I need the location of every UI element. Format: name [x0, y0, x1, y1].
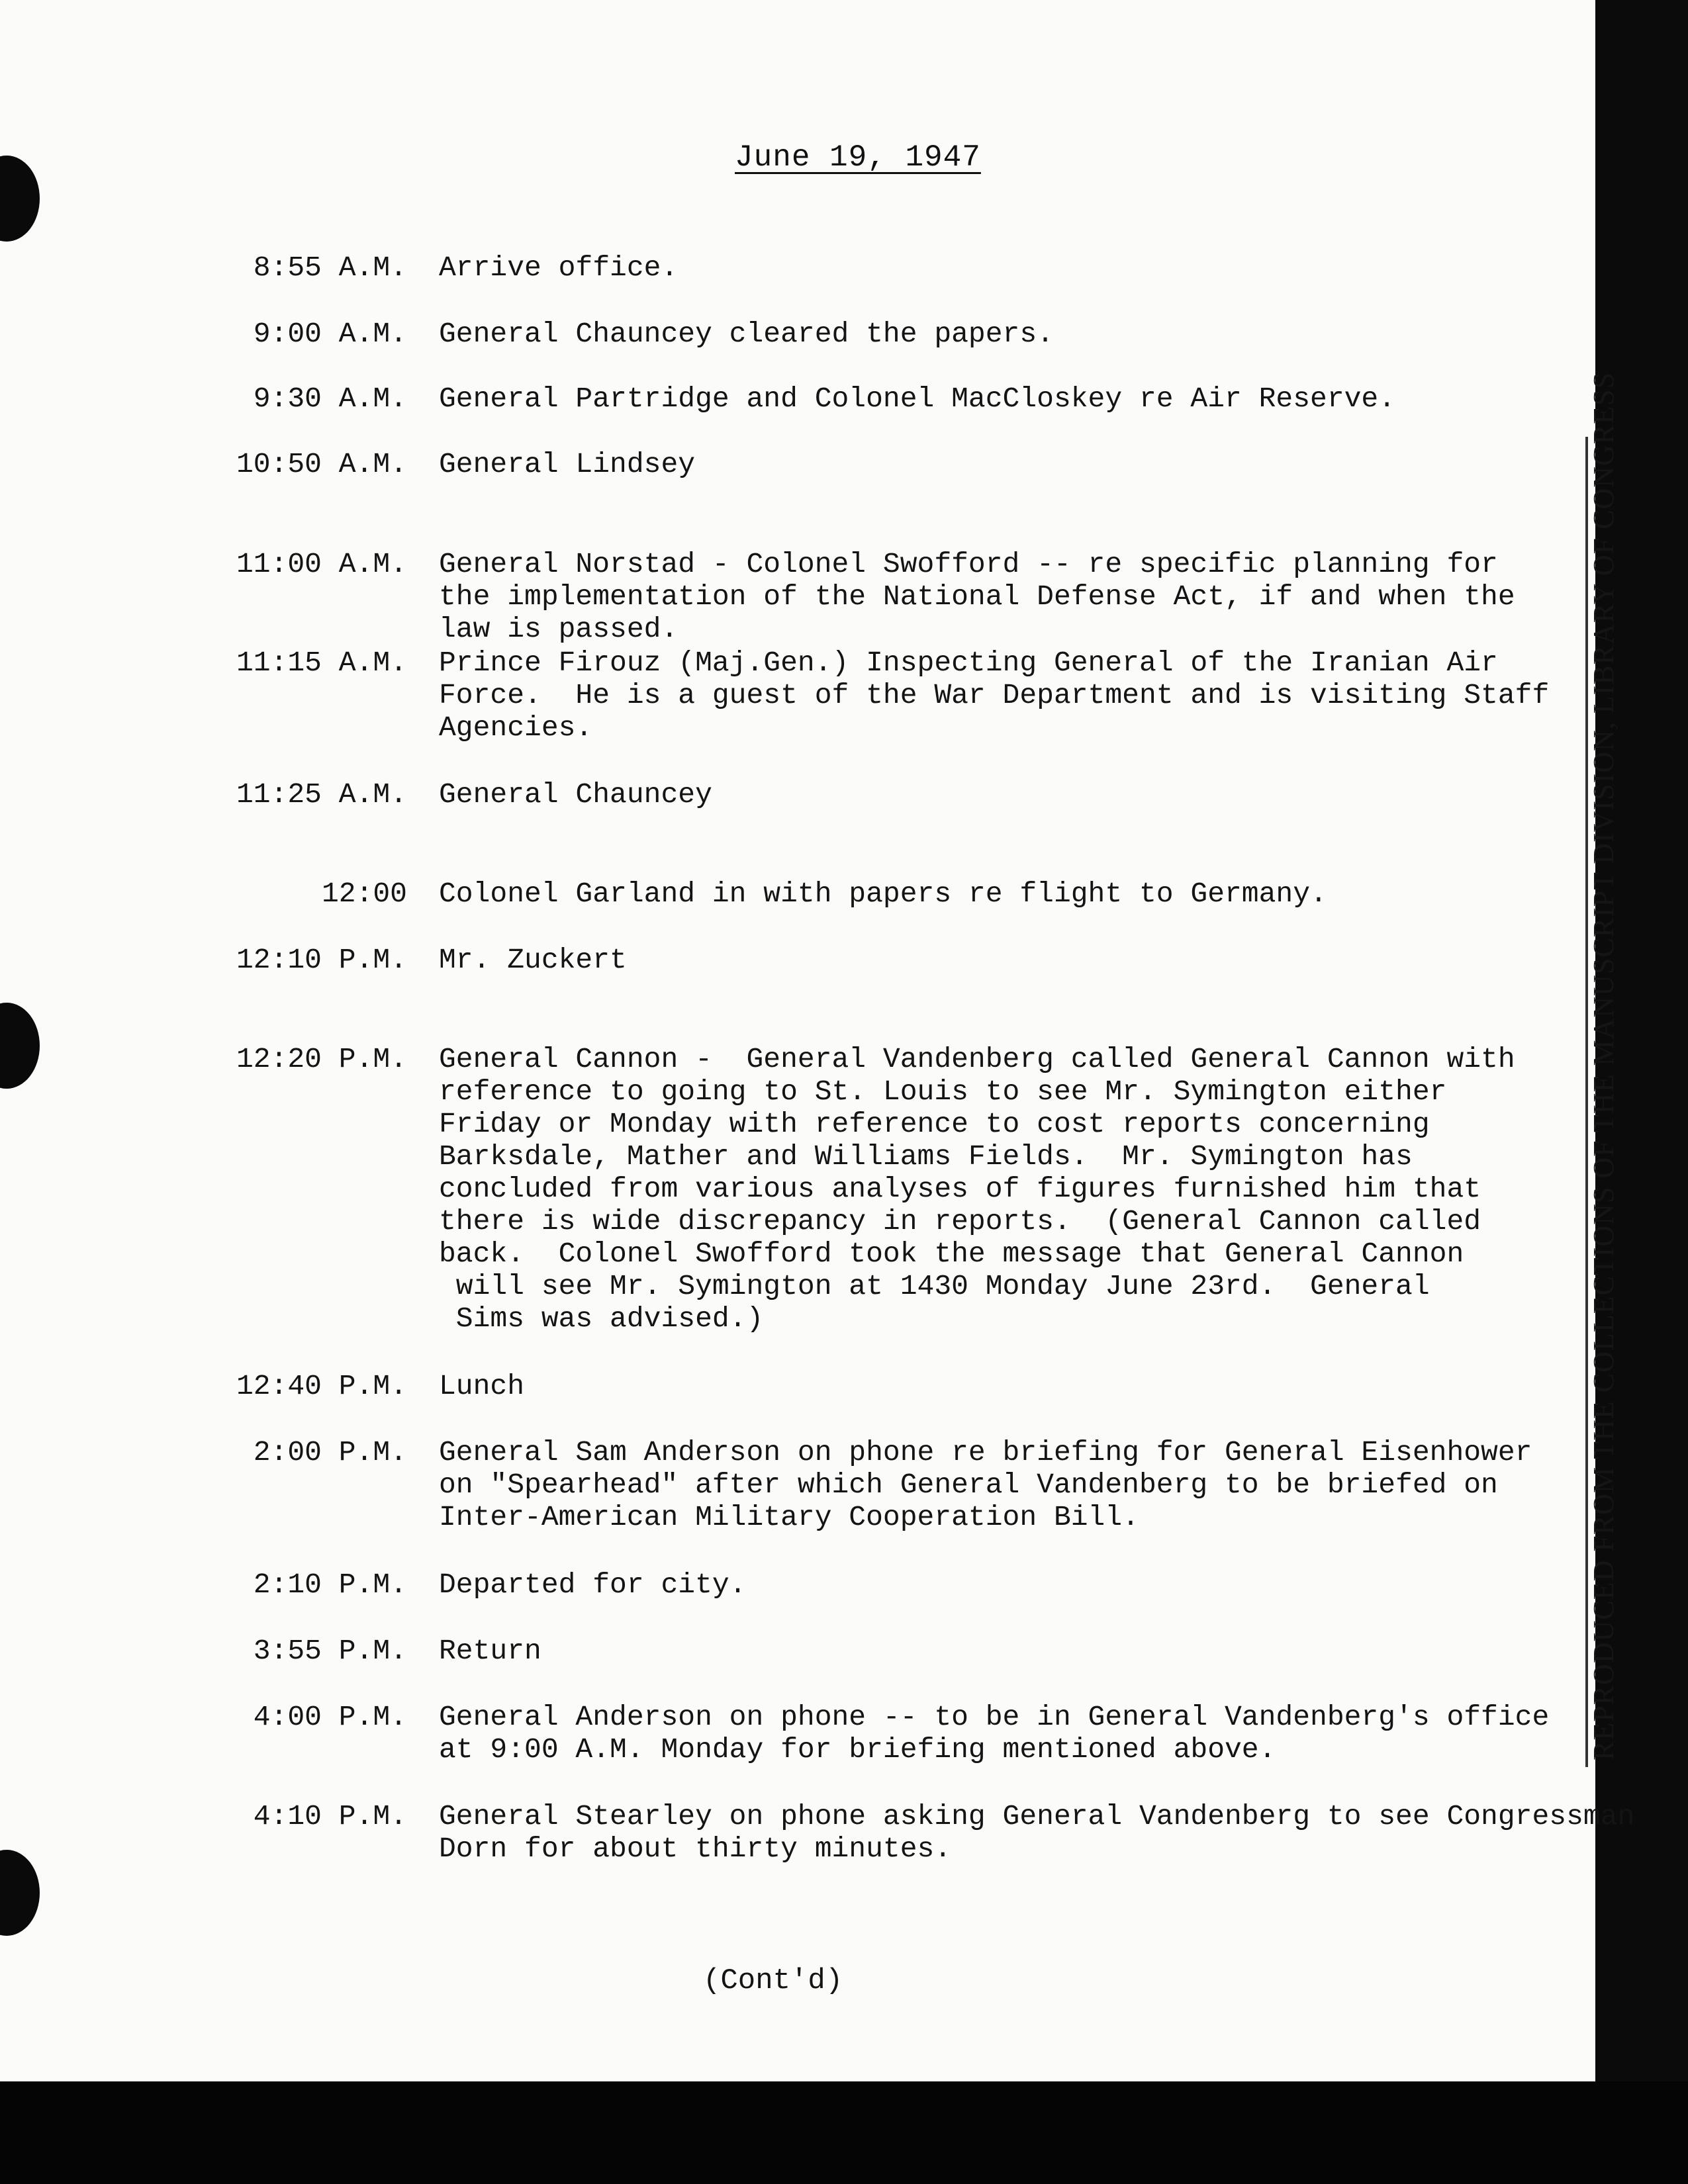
entry-line: General Chauncey	[439, 778, 712, 811]
entry-line: the implementation of the National Defense Act, if and when the	[439, 580, 1515, 613]
entry-text	[439, 1569, 746, 1601]
entry-line: General Norstad - Colonel Swofford -- re specific planning for	[439, 548, 1498, 580]
entry-time: 4:00 P.M.	[253, 1701, 407, 1733]
entry-text	[439, 251, 678, 284]
entry-time: 9:30 A.M.	[253, 383, 407, 415]
entry-time: 10:50 A.M.	[236, 448, 407, 480]
entry-text	[439, 1370, 524, 1402]
entry-line: Arrive office.	[439, 251, 679, 284]
entry-line: there is wide discrepancy in reports. (General Cannon called	[439, 1205, 1481, 1238]
entry-text	[439, 1043, 1515, 1335]
entry-time: 12:20 P.M.	[236, 1043, 407, 1075]
entry-line: Colonel Garland in with papers re flight to Germany.	[439, 878, 1327, 910]
entry-line: General Lindsey	[439, 448, 696, 480]
entry-text	[439, 1701, 1549, 1766]
continued-label: (Cont'd)	[703, 1964, 843, 1997]
entry-line: Departed for city.	[439, 1569, 747, 1601]
entry-time: 8:55 A.M.	[253, 251, 407, 284]
entry-line: law is passed.	[439, 613, 679, 645]
entry-text	[439, 548, 1515, 645]
entry-line: General Anderson on phone -- to be in General Vandenberg's office	[439, 1701, 1550, 1733]
entry-line: concluded from various analyses of figures furnished him that	[439, 1173, 1481, 1205]
document-page	[60, 0, 1595, 2081]
entry-text	[439, 318, 1054, 350]
library-stamp: REPRODUCED FROM THE COLLECTIONS OF THE MANUSCRIPT DIVISION, LIBRARY OF CONGRESS	[1587, 372, 1620, 1760]
entry-text	[439, 383, 1395, 415]
entry-line: will see Mr. Symington at 1430 Monday June 23rd. General	[439, 1270, 1430, 1302]
entry-line: reference to going to St. Louis to see Mr. Symington either	[439, 1075, 1447, 1108]
entry-line: General Cannon - General Vandenberg called General Cannon with	[439, 1043, 1515, 1075]
entry-line: Mr. Zuckert	[439, 944, 627, 976]
entry-text	[439, 944, 627, 976]
entry-text	[439, 1635, 541, 1667]
entry-time: 9:00 A.M.	[253, 318, 407, 350]
entry-time: 4:10 P.M.	[253, 1800, 407, 1833]
entry-time: 2:00 P.M.	[253, 1436, 407, 1469]
date-heading: June 19, 1947	[735, 140, 981, 175]
entry-time: 12:00	[321, 878, 407, 910]
entry-text	[439, 778, 712, 811]
entry-line: Agencies.	[439, 711, 593, 744]
entry-line: at 9:00 A.M. Monday for briefing mentioned above.	[439, 1733, 1276, 1766]
entry-line: Lunch	[439, 1370, 525, 1402]
entry-line: Barksdale, Mather and Williams Fields. Mr. Symington has	[439, 1140, 1413, 1173]
entry-time: 11:25 A.M.	[236, 778, 407, 811]
entry-line: Force. He is a guest of the War Department and is visiting Staff	[439, 679, 1550, 711]
entry-text	[439, 448, 695, 480]
entry-line: Inter-American Military Cooperation Bill.	[439, 1501, 1139, 1533]
entry-time: 11:00 A.M.	[236, 548, 407, 580]
entry-line: back. Colonel Swofford took the message that General Cannon	[439, 1238, 1464, 1270]
entry-line: Friday or Monday with reference to cost reports concerning	[439, 1108, 1430, 1140]
entry-line: Return	[439, 1635, 541, 1667]
entry-text	[439, 1436, 1532, 1533]
entry-text	[439, 878, 1327, 910]
entry-line: on "Spearhead" after which General Vandenberg to be briefed on	[439, 1469, 1498, 1501]
entry-line: General Chauncey cleared the papers.	[439, 318, 1054, 350]
entry-line: Dorn for about thirty minutes.	[439, 1833, 952, 1865]
entry-time: 12:10 P.M.	[236, 944, 407, 976]
entry-line: Prince Firouz (Maj.Gen.) Inspecting General of the Iranian Air	[439, 647, 1498, 679]
scan-bottom-border	[0, 2081, 1688, 2184]
entry-text	[439, 647, 1549, 744]
entry-line: General Stearley on phone asking General Vandenberg to see Congressman	[439, 1800, 1635, 1833]
entry-time: 2:10 P.M.	[253, 1569, 407, 1601]
entry-line: General Partridge and Colonel MacCloskey re Air Reserve.	[439, 383, 1396, 415]
entry-time: 3:55 P.M.	[253, 1635, 407, 1667]
entry-time: 12:40 P.M.	[236, 1370, 407, 1402]
entry-text	[439, 1800, 1634, 1865]
entry-line: General Sam Anderson on phone re briefing for General Eisenhower	[439, 1436, 1532, 1469]
entry-time: 11:15 A.M.	[236, 647, 407, 679]
entry-line: Sims was advised.)	[439, 1302, 764, 1335]
